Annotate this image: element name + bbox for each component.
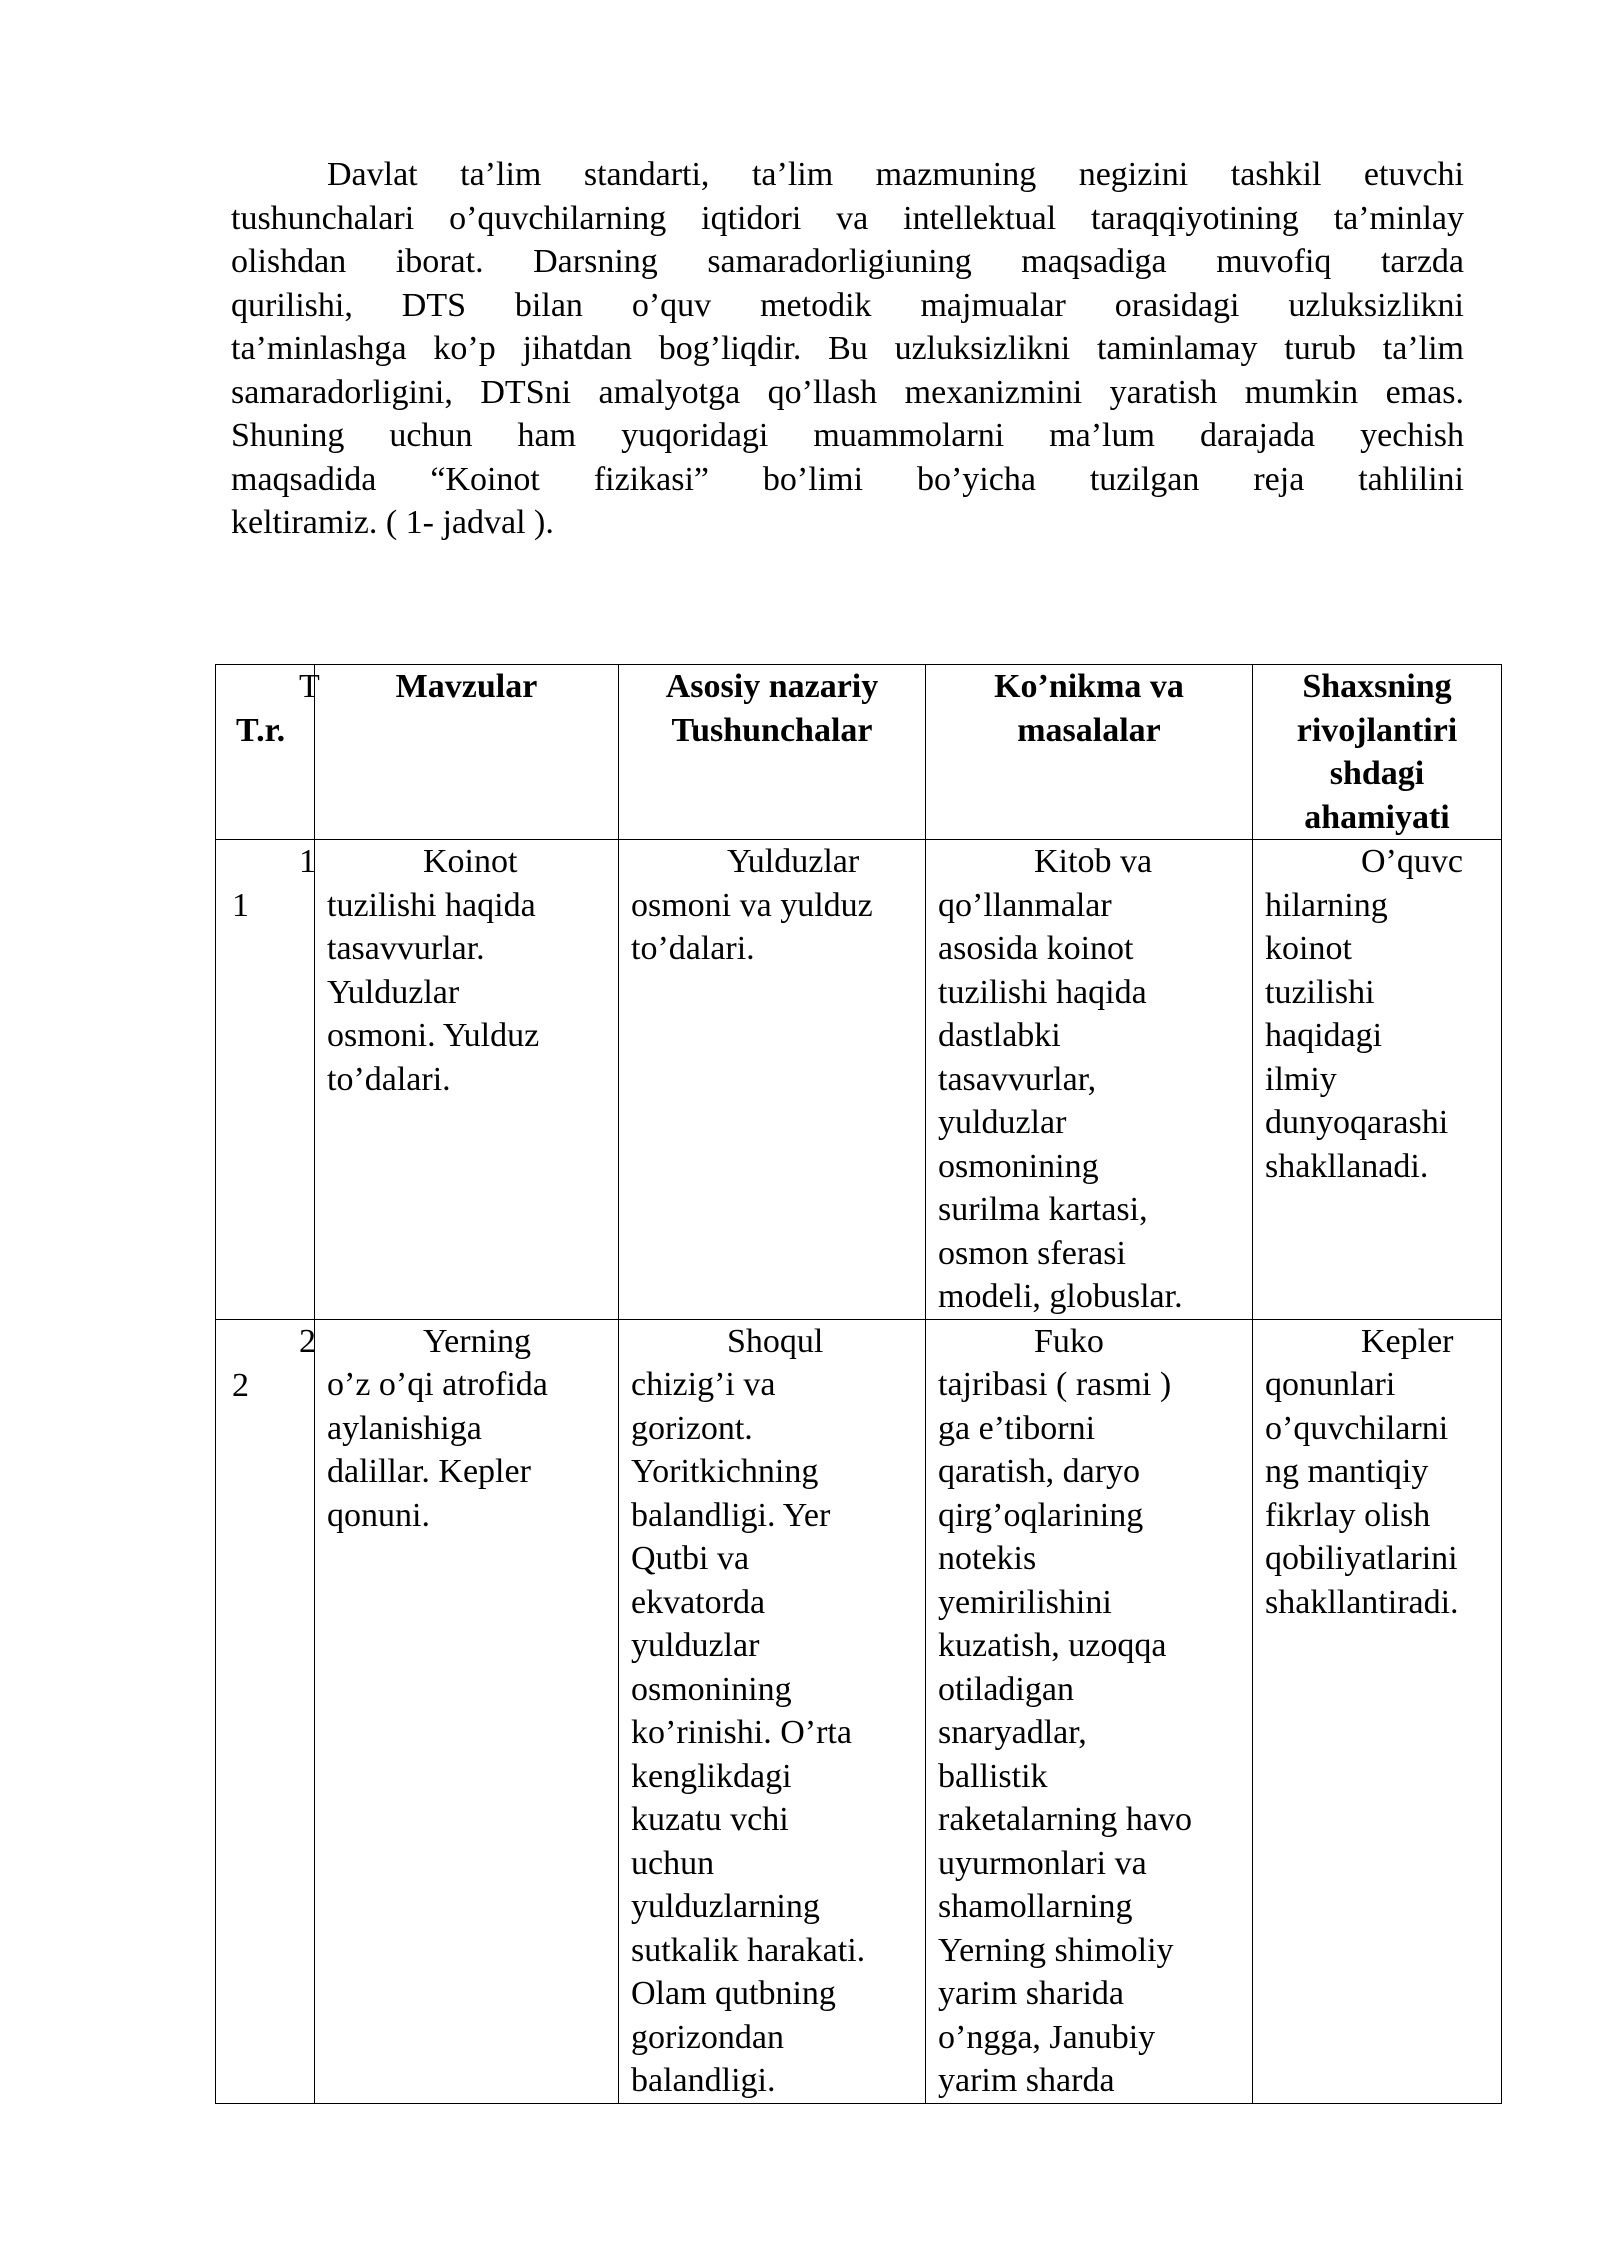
cell-line: Yulduzlar [327, 973, 460, 1011]
cell-line: gorizondan [631, 2018, 784, 2056]
cell-line: tuzilishi haqida [327, 886, 536, 924]
cell-line: tasavvurlar, [938, 1060, 1097, 1098]
cell-line: osmonining [631, 1670, 792, 1708]
header-concepts [619, 665, 926, 840]
cell-line: balandligi. [631, 2062, 776, 2099]
header-significance [1253, 665, 1502, 840]
cell-line: osmoni va yulduz [631, 886, 873, 924]
cell-line: qonunlari [1265, 1366, 1396, 1403]
cell-line: o’ngga, Janubiy [938, 2018, 1156, 2056]
cell-line: asosida koinot [938, 930, 1134, 967]
cell-line: shakllantiradi. [1265, 1583, 1459, 1621]
header-line: rivojlantiri [1296, 711, 1458, 749]
cell-line: tajribasi ( rasmi ) [938, 1366, 1172, 1403]
cell-line: balandligi. Yer [631, 1496, 831, 1534]
cell-line: koinot [1265, 930, 1352, 967]
cell-line: yulduzlar [631, 1627, 760, 1664]
header-number-label: T.r. [236, 712, 286, 749]
cell-line: Koinot [423, 843, 518, 880]
cell-line: yulduzlarning [631, 1888, 820, 1925]
row-number-tick: 2 [299, 1322, 316, 1360]
cell-line: to’dalari. [631, 930, 755, 967]
header-topics-label: Mavzular [395, 668, 538, 705]
header-number [216, 665, 320, 840]
cell-line: shamollarning [938, 1888, 1133, 1925]
row-number [216, 1319, 315, 2103]
cell-line: hilarning [1265, 886, 1388, 924]
cell-line: Olam qutbning [631, 1975, 836, 2012]
header-topics [315, 665, 619, 840]
cell-line: qaratish, daryo [938, 1453, 1141, 1490]
cell-line: ga e’tiborni [938, 1409, 1096, 1447]
plan-table [215, 664, 1502, 2104]
cell-line: Yoritkichning [631, 1453, 819, 1490]
paragraph-line: ta’minlashga ko’p jihatdan bog’liqdir. Bu uzluksizlikni taminlamay turub ta’lim [231, 330, 1464, 367]
cell-line: shakllanadi. [1265, 1147, 1429, 1185]
cell-line: osmon sferasi [938, 1234, 1126, 1272]
header-line: shdagi [1329, 755, 1425, 792]
cell-line: Shoqul [727, 1322, 824, 1360]
cell-line: dalillar. Kepler [327, 1453, 531, 1490]
intro-paragraph [231, 153, 1464, 545]
cell-topic [315, 840, 619, 1320]
paragraph-line: tushunchalari o’quvchilarning iqtidori va intellektual taraqqiyotining ta’minlay [231, 199, 1464, 237]
cell-line: dunyoqarashi [1265, 1104, 1449, 1141]
paragraph-line: Shuning uchun ham yuqoridagi muammolarni ma’lum darajada yechish [231, 417, 1464, 454]
cell-line: tuzilishi haqida [938, 973, 1147, 1011]
row-number-tick: 1 [299, 843, 316, 880]
cell-skills [926, 840, 1253, 1320]
table-row [216, 840, 1502, 1320]
cell-line: qonuni. [327, 1496, 430, 1534]
cell-line: osmonining [938, 1147, 1099, 1185]
cell-line: otiladigan [938, 1670, 1074, 1708]
cell-line: dastlabki [938, 1017, 1061, 1054]
cell-line: yarim sharida [938, 1975, 1124, 2012]
cell-topic [315, 1319, 619, 2103]
cell-line: gorizont. [631, 1409, 753, 1447]
header-line: Tushunchalar [671, 711, 873, 749]
cell-line: chizig’i va [631, 1366, 776, 1403]
header-skills [926, 665, 1253, 840]
cell-line: tuzilishi [1265, 973, 1375, 1011]
cell-concepts [619, 840, 926, 1320]
cell-line: osmoni. Yulduz [327, 1017, 540, 1054]
cell-line: kuzatu vchi [631, 1801, 789, 1838]
cell-line: uchun [631, 1844, 715, 1882]
cell-line: Yerning shimoliy [938, 1931, 1174, 1969]
cell-significance [1253, 840, 1502, 1320]
cell-concepts [619, 1319, 926, 2103]
header-line: Asosiy nazariy [665, 668, 879, 705]
cell-line: modeli, globuslar. [938, 1278, 1183, 1315]
cell-line: Kitob va [1034, 843, 1153, 880]
header-line: Shaxsning [1302, 668, 1452, 705]
cell-line: fikrlay olish [1265, 1496, 1431, 1534]
cell-line: kuzatish, uzoqqa [938, 1627, 1167, 1664]
row-number-value: 1 [232, 887, 249, 924]
cell-skills [926, 1319, 1253, 2103]
table-row [216, 1319, 1502, 2103]
cell-line: ng mantiqiy [1265, 1453, 1429, 1490]
cell-line: ekvatorda [631, 1583, 766, 1621]
cell-line: uyurmonlari va [938, 1844, 1147, 1882]
cell-line: Kepler [1361, 1322, 1454, 1360]
cell-line: O’quvc [1361, 843, 1463, 880]
row-number-value: 2 [232, 1366, 249, 1404]
cell-line: yulduzlar [938, 1104, 1067, 1141]
paragraph-line: qurilishi, DTS bilan o’quv metodik majmualar orasidagi uzluksizlikni [231, 286, 1464, 324]
paragraph-line: Davlat ta’lim standarti, ta’lim mazmuning negizini tashkil etuvchi [327, 156, 1464, 193]
header-number-tick: T [299, 668, 320, 705]
cell-line: o’z o’qi atrofida [327, 1366, 548, 1403]
cell-line: notekis [938, 1540, 1037, 1577]
cell-line: qo’llanmalar [938, 886, 1112, 924]
cell-line: raketalarning havo [938, 1801, 1192, 1838]
cell-line: yemirilishini [938, 1583, 1112, 1621]
cell-line: o’quvchilarni [1265, 1409, 1449, 1447]
cell-line: yarim sharda [938, 2062, 1115, 2099]
paragraph-line: keltiramiz. ( 1- jadval ). [231, 504, 554, 541]
cell-line: Yulduzlar [727, 843, 860, 880]
paragraph-line: olishdan iborat. Darsning samaradorligiuning maqsadiga muvofiq tarzda [231, 243, 1464, 280]
header-line: Ko’nikma va [994, 668, 1184, 705]
paragraph-line: maqsadida “Koinot fizikasi” bo’limi bo’yicha tuzilgan reja tahlilini [231, 460, 1464, 498]
header-line: ahamiyati [1304, 798, 1450, 836]
cell-line: qobiliyatlarini [1265, 1540, 1458, 1577]
cell-line: tasavvurlar. [327, 930, 485, 967]
cell-line: to’dalari. [327, 1060, 451, 1098]
cell-line: ko’rinishi. O’rta [631, 1714, 852, 1751]
cell-line: Qutbi va [631, 1540, 750, 1577]
table-header-row [216, 665, 1502, 840]
header-line: masalalar [1017, 711, 1161, 749]
cell-line: Yerning [423, 1322, 532, 1360]
cell-line: haqidagi [1265, 1017, 1383, 1054]
cell-line: sutkalik harakati. [631, 1931, 866, 1969]
cell-line: ilmiy [1265, 1060, 1337, 1098]
cell-line: ballistik [938, 1757, 1048, 1795]
cell-significance [1253, 1319, 1502, 2103]
row-number [216, 840, 315, 1320]
cell-line: surilma kartasi, [938, 1191, 1148, 1228]
cell-line: snaryadlar, [938, 1714, 1087, 1751]
paragraph-line: samaradorligini, DTSni amalyotga qo’llash mexanizmini yaratish mumkin emas. [231, 373, 1464, 411]
cell-line: qirg’oqlarining [938, 1496, 1144, 1534]
cell-line: kenglikdagi [631, 1757, 792, 1795]
cell-line: aylanishiga [327, 1409, 482, 1447]
cell-line: Fuko [1034, 1322, 1104, 1360]
